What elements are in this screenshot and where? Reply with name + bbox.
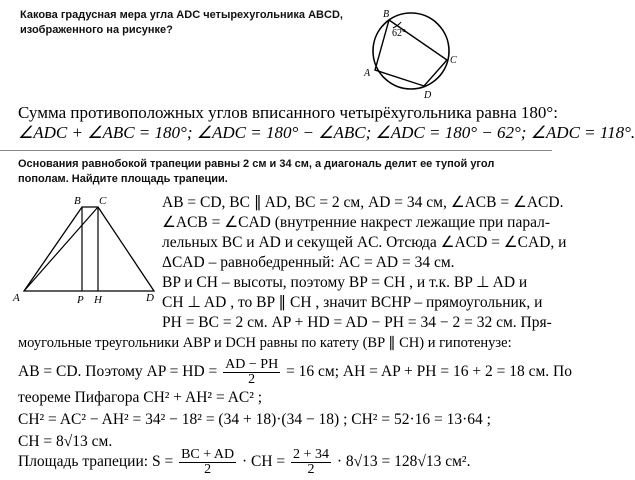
solution-line-8: моугольные треугольники ABP и DCH равны по катету (BP ∥ CH) и гипотенузе: xyxy=(18,335,512,351)
quadrilateral-abcd xyxy=(375,20,447,86)
ap-prefix: AB = CD. Поэтому AP = HD = xyxy=(18,363,218,380)
angle-b-label: 62° xyxy=(392,28,406,39)
trapezoid-abcd xyxy=(24,207,154,291)
solution-line-6: CH ⊥ AD , то BP ∥ CH , значит BCHP – прямоугольник, и xyxy=(162,294,543,311)
solution-line-1: AB = CD, BC ∥ AD, BC = 2 см, AD = 34 см, ∠ACB = ∠ACD. xyxy=(162,194,564,211)
fraction-bc-ad-numerator: BC + AD xyxy=(181,446,235,462)
solution-line-7: PH = BC = 2 см. AP + HD = AD − PH = 34 − 2 = 32 см. Пря- xyxy=(162,314,552,331)
vertex-c-label: C xyxy=(450,55,457,66)
fraction-bc-ad xyxy=(179,448,236,477)
solution-line-2: ∠ACB = ∠CAD (внутренние накрест лежащие при парал- xyxy=(162,214,550,231)
solution-line-4: ΔCAD – равнобедренный: AC = AD = 34 см. xyxy=(162,254,455,271)
problem1-solution-line1: Сумма противоположных углов вписанного четырёхугольника равна 180°: xyxy=(18,103,558,122)
solution-line-ch-squared: CH² = AC² − AH² = 34² − 18² = (34 + 18)·(34 − 18) ; CH² = 52·16 = 13·64 ; xyxy=(18,411,491,428)
point-h-label: H xyxy=(94,294,102,306)
fraction-ad-ph-denominator: 2 xyxy=(248,371,256,387)
problem1-question-line1: Какова градусная мера угла ADC четырехугольника ABCD, xyxy=(20,9,343,21)
problem2-question-line1: Основания равнобокой трапеции равны 2 см и 34 см, а диагональ делит ее тупой угол xyxy=(18,158,495,170)
circumcircle xyxy=(373,13,449,89)
fraction-ad-ph-numerator: AD − PH xyxy=(225,356,279,372)
solution-line-ch: CH = 8√13 см. xyxy=(18,433,113,450)
solution-line-ap xyxy=(18,356,572,388)
solution-line-pythagoras: теореме Пифагора CH² + AH² = AC² ; xyxy=(18,389,263,406)
problem1-solution-line2: ∠ADC + ∠ABC = 180°; ∠ADC = 180° − ∠ABC; ∠ADC = 180° − 62°; ∠ADC = 118°. xyxy=(18,123,635,142)
problem2-question xyxy=(18,157,494,187)
vertex-a-label: A xyxy=(13,292,20,304)
problem1-question xyxy=(20,8,343,38)
fraction-2-34-denominator: 2 xyxy=(307,461,315,477)
vertex-a-label: A xyxy=(364,68,371,79)
problem2-question-line2: пополам. Найдите площадь трапеции. xyxy=(18,173,228,185)
solution-line-5: BP и CH – высоты, поэтому BP = CH , и т.к. BP ⊥ AD и xyxy=(162,274,528,291)
diagonal-ac xyxy=(24,207,98,291)
solution-line-3: лельных BC и AD и секущей AC. Отсюда ∠ACD = ∠CAD, и xyxy=(162,234,567,251)
vertex-d-label: D xyxy=(146,292,154,304)
vertex-b-label: B xyxy=(383,9,390,20)
area-mid: · CH = xyxy=(241,453,286,470)
vertex-c-label: C xyxy=(99,195,107,207)
section-divider xyxy=(0,150,552,151)
problem1-question-line2: изображенного на рисунке? xyxy=(20,24,173,36)
inscribed-quadrilateral-figure xyxy=(362,0,462,102)
point-p-label: P xyxy=(77,294,84,306)
trapezoid-figure xyxy=(12,193,160,305)
solution-line-area xyxy=(18,446,470,478)
area-prefix: Площадь трапеции: S = xyxy=(18,453,174,470)
vertex-d-label: D xyxy=(424,90,432,101)
vertex-b-label: B xyxy=(74,195,81,207)
fraction-2-34 xyxy=(291,448,331,477)
fraction-ad-ph xyxy=(223,358,280,387)
ap-suffix: = 16 см; AH = AP + PH = 16 + 2 = 18 см. По xyxy=(286,363,572,380)
area-suffix: · 8√13 = 128√13 см². xyxy=(336,453,471,470)
fraction-bc-ad-denominator: 2 xyxy=(204,461,212,477)
fraction-2-34-numerator: 2 + 34 xyxy=(293,446,329,462)
